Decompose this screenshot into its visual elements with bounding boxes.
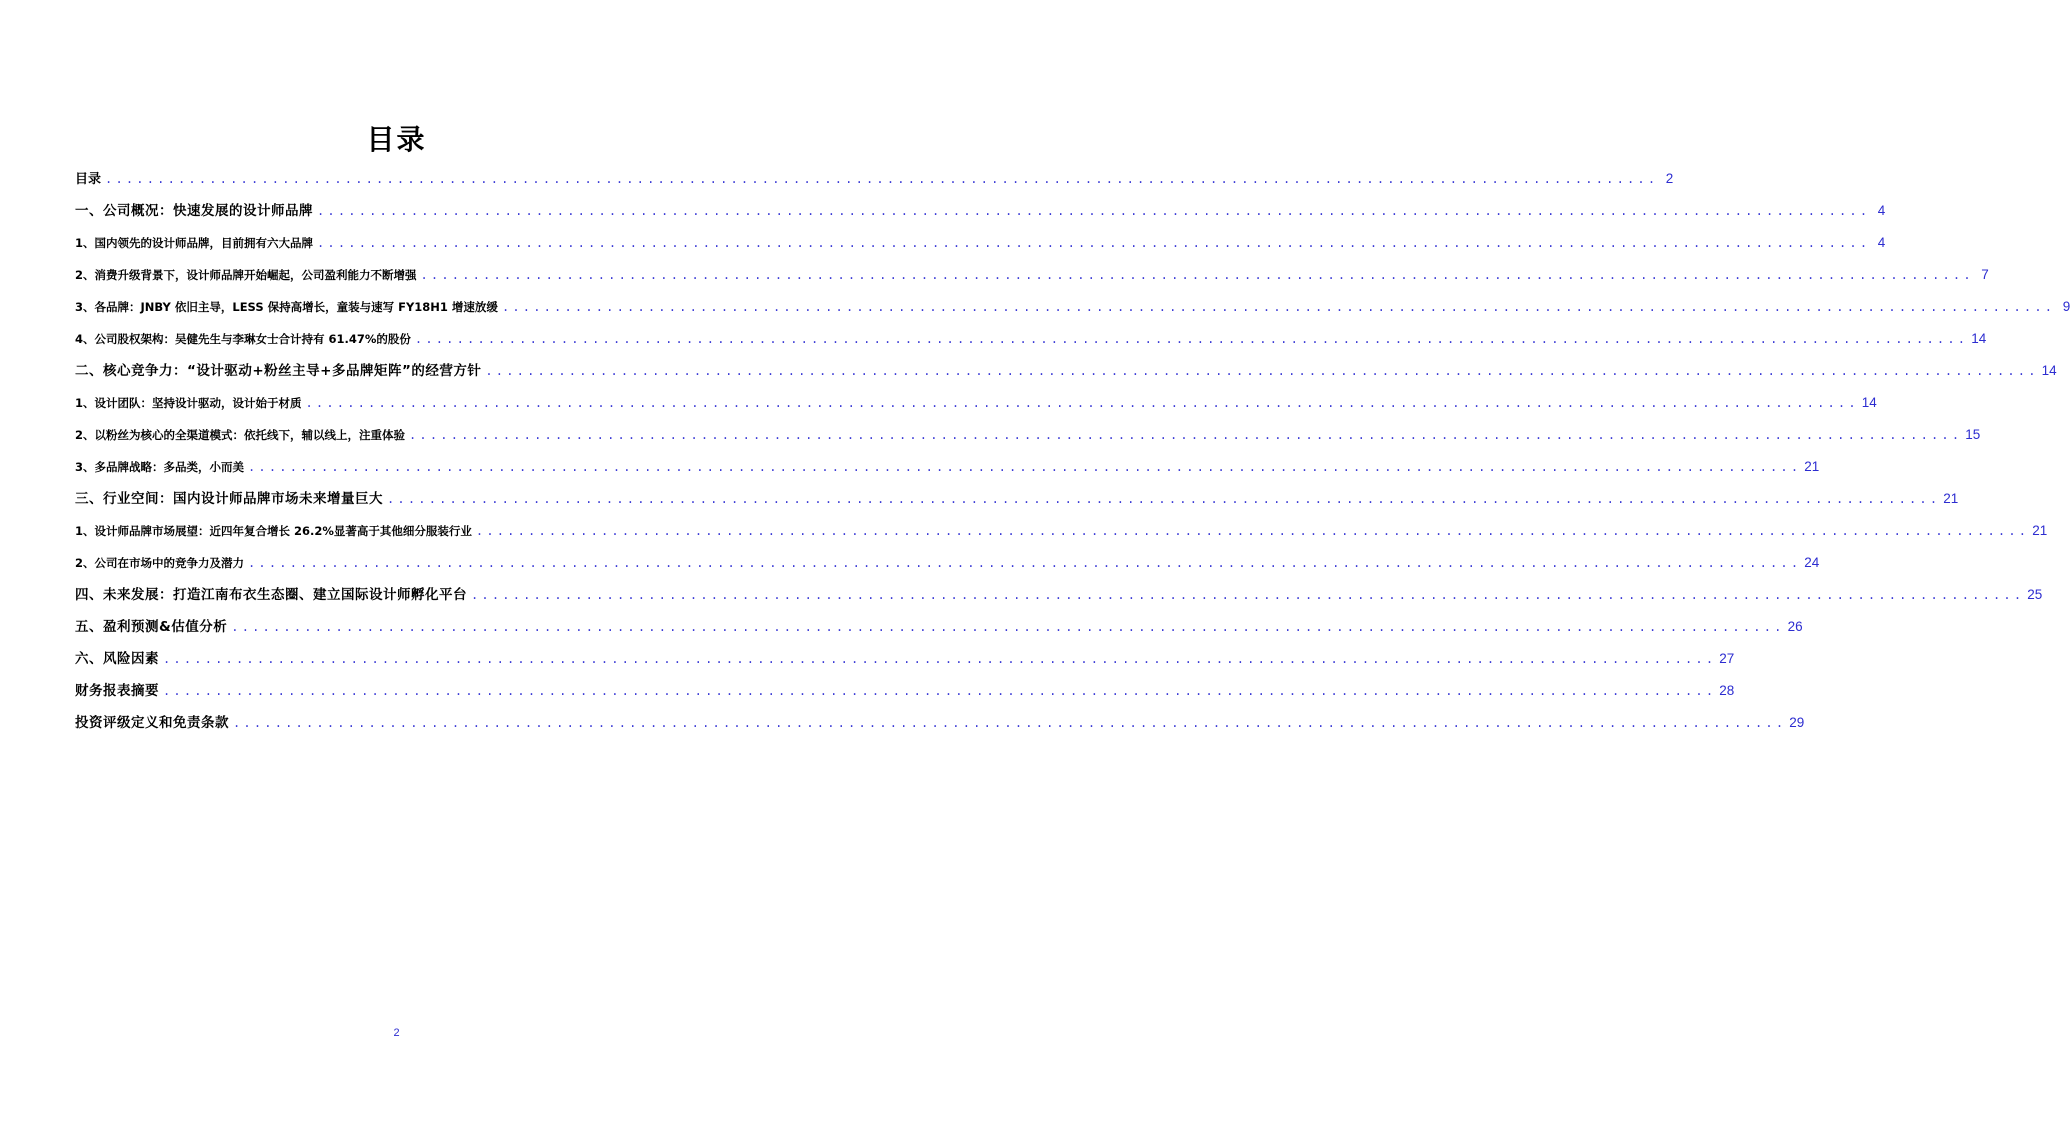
toc-entry-section-1-3[interactable] <box>75 296 2070 328</box>
toc-entry-label: 目录 <box>75 172 102 187</box>
toc-entry-label: 六、风险因素 <box>75 651 159 667</box>
toc-entry-label: 1、国内领先的设计师品牌，目前拥有六大品牌 <box>75 236 313 250</box>
toc-entry-label: 4、公司股权架构：吴健先生与李琳女士合计持有 61.47%的股份 <box>75 332 411 346</box>
toc-entry-page-number: 26 <box>1787 619 1803 634</box>
toc-entry-label: 五、盈利预测&估值分析 <box>75 619 228 635</box>
toc-entry-disclaimer[interactable] <box>75 712 1805 744</box>
toc-dot-leader: ..................................................................................................................................................... <box>105 172 1659 186</box>
toc-entry-section-1-4[interactable] <box>75 328 1987 360</box>
toc-entry-page-number: 7 <box>1981 267 1989 282</box>
toc-entry-section-4[interactable] <box>75 584 2043 616</box>
toc-entry-section-2-2[interactable] <box>75 424 1981 456</box>
toc-dot-leader: ..................................................................................................................................................... <box>163 652 1717 666</box>
toc-dot-leader: ..................................................................................................................................................... <box>501 300 2056 314</box>
toc-entry-section-1-2[interactable] <box>75 264 1989 296</box>
toc-entry-page-number: 21 <box>2032 523 2048 538</box>
toc-entry-label: 3、各品牌：JNBY 依旧主导，LESS 保持高增长，童装与速写 FY18H1 增速放缓 <box>75 300 498 314</box>
toc-dot-leader: ..................................................................................................................................................... <box>163 684 1717 698</box>
toc-entry-label: 三、行业空间：国内设计师品牌市场未来增量巨大 <box>75 491 383 507</box>
page-number: 2 <box>393 1027 400 1039</box>
toc-entry-section-5[interactable] <box>75 616 1803 648</box>
toc-dot-leader: ..................................................................................................................................................... <box>317 204 1871 218</box>
toc-dot-leader: ..................................................................................................................................................... <box>471 588 2025 602</box>
toc-entry-contents[interactable] <box>75 168 1674 200</box>
toc-entry-financial-summary[interactable] <box>75 680 1735 712</box>
toc-entry-label: 3、多品牌战略：多品类，小而美 <box>75 460 244 474</box>
toc-dot-leader: ..................................................................................................................................................... <box>387 492 1941 506</box>
toc-dot-leader: ..................................................................................................................................................... <box>248 556 1802 570</box>
toc-dot-leader: ..................................................................................................................................................... <box>305 396 1859 410</box>
toc-entry-section-3-1[interactable] <box>75 520 2048 552</box>
toc-dot-leader: ..................................................................................................................................................... <box>414 332 1969 346</box>
toc-dot-leader: ..................................................................................................................................................... <box>409 428 1963 442</box>
toc-dot-leader: ..................................................................................................................................................... <box>475 524 2030 538</box>
toc-entry-page-number: 28 <box>1719 683 1735 698</box>
toc-entry-section-3-2[interactable] <box>75 552 1820 584</box>
toc-entry-label: 2、以粉丝为核心的全渠道模式：依托线下，辅以线上，注重体验 <box>75 428 405 442</box>
toc-dot-leader: ..................................................................................................................................................... <box>485 364 2039 378</box>
toc-entry-label: 2、公司在市场中的竞争力及潜力 <box>75 556 244 570</box>
table-of-contents <box>75 168 2070 744</box>
toc-dot-leader: ..................................................................................................................................................... <box>420 268 1974 282</box>
toc-entry-section-6[interactable] <box>75 648 1735 680</box>
toc-dot-leader: ..................................................................................................................................................... <box>248 460 1802 474</box>
toc-entry-page-number: 14 <box>1861 395 1877 410</box>
toc-dot-leader: ..................................................................................................................................................... <box>317 236 1871 250</box>
toc-dot-leader: ..................................................................................................................................................... <box>231 620 1785 634</box>
toc-entry-page-number: 4 <box>1877 235 1886 250</box>
toc-entry-page-number: 24 <box>1804 555 1820 570</box>
toc-entry-page-number: 9 <box>2062 299 2070 314</box>
toc-entry-page-number: 15 <box>1965 427 1981 442</box>
toc-entry-page-number: 21 <box>1943 491 1959 506</box>
toc-entry-section-1[interactable] <box>75 200 1886 232</box>
toc-dot-leader: ..................................................................................................................................................... <box>233 716 1787 730</box>
page-title: 目录 <box>366 123 427 156</box>
toc-entry-label: 1、设计团队：坚持设计驱动，设计始于材质 <box>75 396 302 410</box>
toc-entry-page-number: 27 <box>1719 651 1735 666</box>
toc-entry-section-2[interactable] <box>75 360 2057 392</box>
toc-entry-page-number: 2 <box>1665 171 1674 186</box>
toc-entry-label: 1、设计师品牌市场展望：近四年复合增长 26.2%显著高于其他细分服装行业 <box>75 524 472 538</box>
toc-entry-label: 四、未来发展：打造江南布衣生态圈、建立国际设计师孵化平台 <box>75 587 467 603</box>
toc-entry-section-2-3[interactable] <box>75 456 1820 488</box>
toc-entry-label: 投资评级定义和免责条款 <box>75 715 229 731</box>
toc-entry-page-number: 4 <box>1877 203 1886 218</box>
toc-entry-page-number: 14 <box>2041 363 2057 378</box>
toc-entry-label: 二、核心竞争力：“设计驱动+粉丝主导+多品牌矩阵”的经营方针 <box>75 363 482 379</box>
toc-entry-label: 一、公司概况：快速发展的设计师品牌 <box>75 203 313 219</box>
toc-entry-section-3[interactable] <box>75 488 1959 520</box>
toc-entry-label: 2、消费升级背景下，设计师品牌开始崛起，公司盈利能力不断增强 <box>75 268 417 282</box>
toc-entry-page-number: 29 <box>1789 715 1805 730</box>
toc-entry-section-2-1[interactable] <box>75 392 1877 424</box>
toc-entry-label: 财务报表摘要 <box>75 683 159 699</box>
toc-entry-page-number: 14 <box>1971 331 1987 346</box>
toc-entry-page-number: 21 <box>1804 459 1820 474</box>
toc-entry-page-number: 25 <box>2027 587 2043 602</box>
toc-entry-section-1-1[interactable] <box>75 232 1886 264</box>
